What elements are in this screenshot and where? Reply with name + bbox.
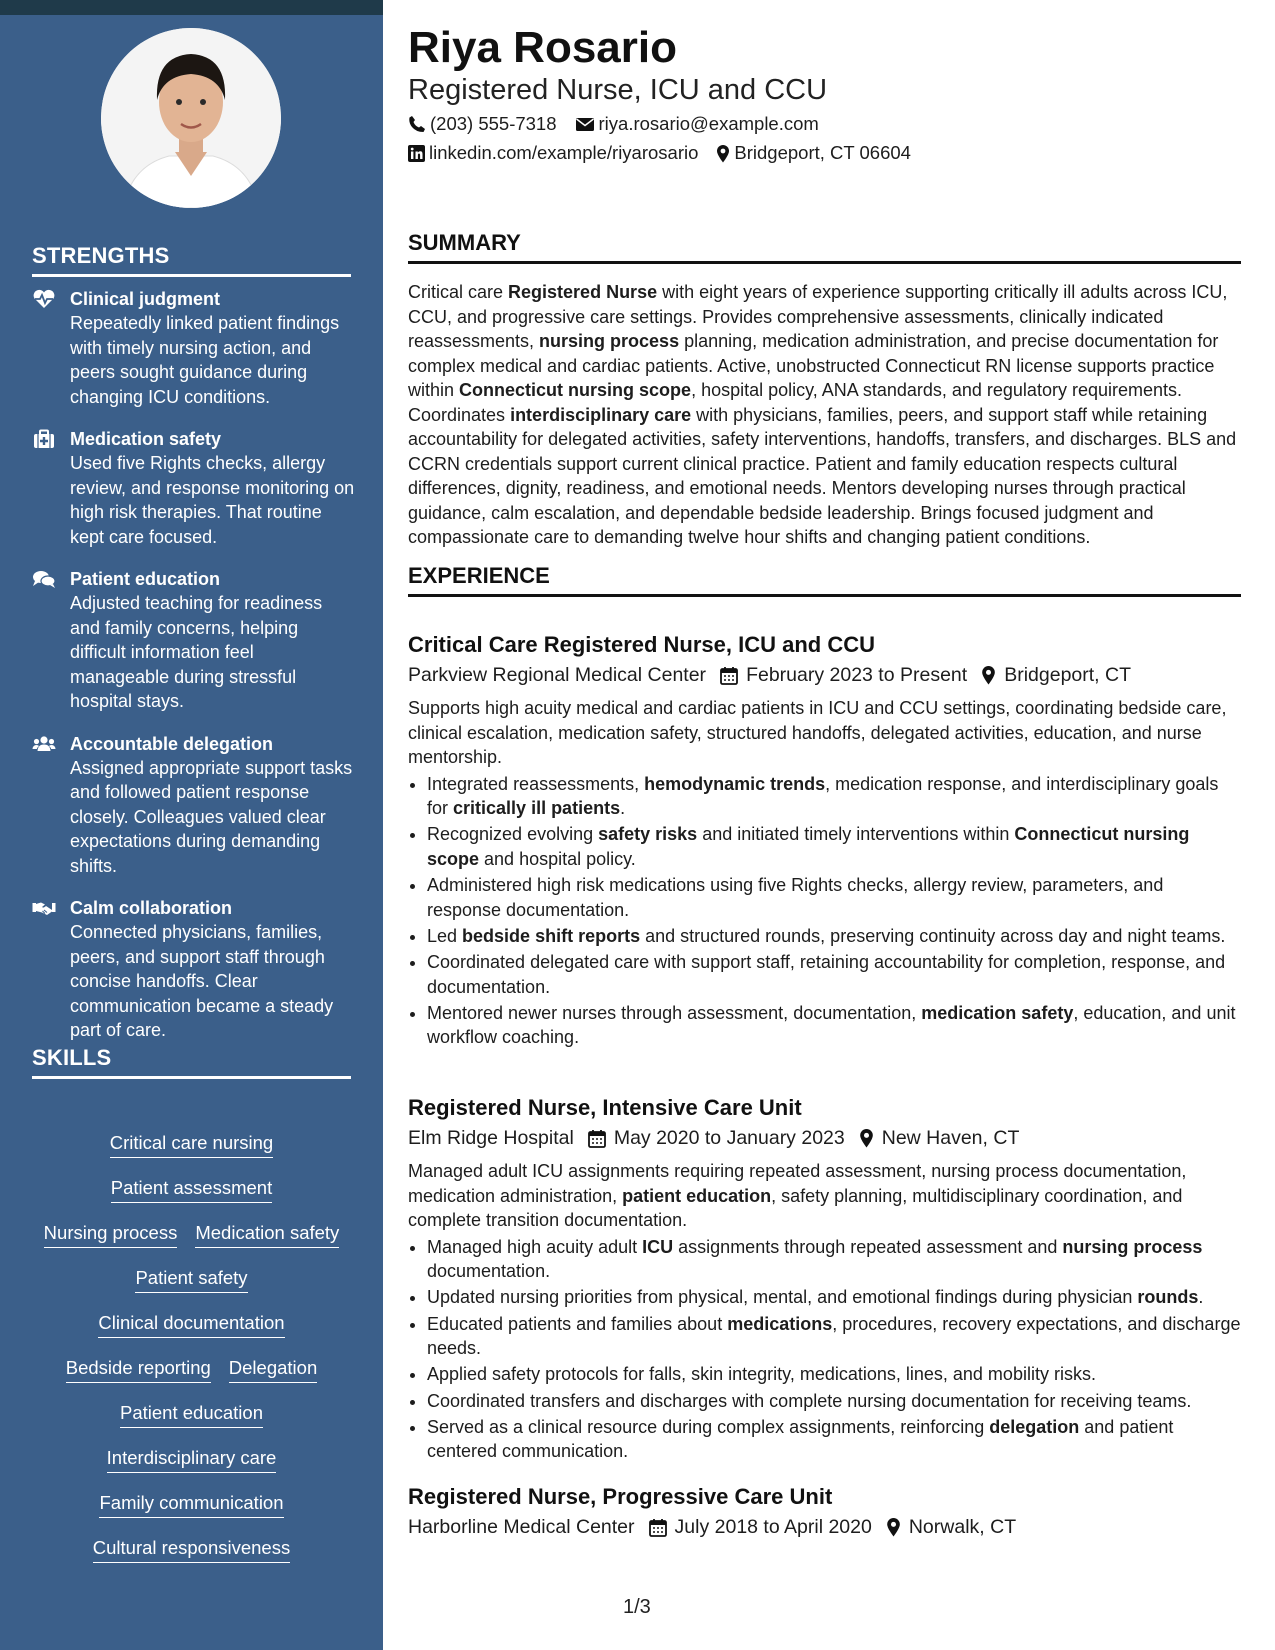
emphasis-text: medications — [727, 1313, 833, 1334]
skills-heading: SKILLS — [32, 1045, 351, 1079]
strength-desc: Used five Rights checks, allergy review, and response monitoring on high risk therapies. That routine kept care focused. — [70, 453, 355, 547]
emphasis-text: bedside shift reports — [462, 925, 641, 946]
text-segment: Applied safety protocols for falls, skin integrity, medications, lines, and mobility risks. — [427, 1364, 1096, 1385]
job-entry — [408, 630, 1241, 1052]
job-location-text: Norwalk, CT — [908, 1516, 1017, 1538]
skill-tag: Interdisciplinary care — [107, 1446, 277, 1473]
location-text: Bridgeport, CT 06604 — [734, 142, 911, 163]
text-segment: assignments through repeated assessment and — [673, 1236, 1063, 1257]
location-contact — [716, 142, 911, 164]
skill-row — [32, 1446, 351, 1491]
skill-tag: Patient education — [120, 1401, 263, 1428]
skill-tag: Medication safety — [195, 1221, 339, 1248]
heartbeat-icon — [32, 289, 56, 309]
map-pin-icon — [859, 1128, 874, 1148]
text-segment: . — [1198, 1287, 1204, 1308]
medical-kit-icon — [32, 429, 56, 449]
bullet-item — [427, 1362, 1241, 1387]
skill-tag: Cultural responsiveness — [93, 1536, 290, 1563]
bullet-item — [427, 822, 1241, 871]
strength-title: Accountable delegation — [70, 733, 274, 754]
linkedin-url[interactable]: linkedin.com/example/riyarosario — [429, 142, 699, 163]
emphasis-text: Registered Nurse — [508, 282, 658, 302]
job-bullets — [408, 772, 1241, 1050]
text-segment: Coordinated delegated care with support staff, retaining accountability for completion, response, and documentation. — [427, 952, 1226, 997]
bullet-item — [427, 1235, 1241, 1284]
emphasis-text: ICU — [642, 1236, 674, 1257]
job-title: Registered Nurse, Intensive Care Unit — [408, 1095, 802, 1120]
skill-row — [32, 1356, 351, 1401]
phone-contact — [408, 113, 557, 135]
emphasis-text: patient education — [622, 1185, 772, 1206]
job-entry — [408, 1093, 1241, 1466]
contact-row — [408, 113, 837, 135]
text-segment: Integrated reassessments, — [427, 773, 645, 794]
strength-title: Patient education — [70, 569, 221, 589]
job-location — [859, 1123, 1020, 1153]
bullet-item — [427, 772, 1241, 821]
job-description: Supports high acuity medical and cardiac patients in ICU and CCU settings, coordinating bedside care, clinical escalation, medication safety, structured handoffs, delegated activities, education, and nurse mentorship. — [408, 698, 1227, 767]
job-dates — [588, 1123, 845, 1153]
candidate-name: Riya Rosario — [408, 23, 677, 72]
strength-desc: Repeatedly linked patient findings with timely nursing action, and peers sought guidance during changing ICU conditions. — [70, 313, 340, 407]
contact-row-2 — [408, 142, 929, 164]
calendar-icon — [720, 666, 738, 685]
job-dates-text: July 2018 to April 2020 — [674, 1516, 872, 1538]
calendar-icon — [649, 1518, 667, 1537]
job-meta — [408, 1512, 1241, 1542]
emphasis-text: medication safety — [921, 1002, 1074, 1023]
strengths-list — [32, 287, 357, 1061]
text-segment: with physicians, families, peers, and support staff while retaining accountability for delegated activities, safety interventions, handoffs, transfers, and discharges. BLS and CCRN credentials support current clinical practice. Patient and family education respects cultural differences, dignity, readiness, and emotional needs. Mentors developing nurses through practical guidance, calm escalation, and dependable bedside leadership. Brings focused judgment and compassionate care to demanding twelve hour shifts and changing patient conditions. — [408, 404, 1237, 547]
text-segment: and structured rounds, preserving continuity across day and night teams. — [640, 925, 1226, 946]
emphasis-text: critically ill patients — [453, 798, 621, 818]
strength-desc: Assigned appropriate support tasks and followed patient response closely. Colleagues valued clear expectations during demanding shifts. — [70, 757, 353, 876]
bullet-item — [427, 1312, 1241, 1361]
handshake-icon — [32, 898, 56, 918]
strength-title: Calm collaboration — [70, 898, 233, 918]
employer: Parkview Regional Medical Center — [408, 664, 707, 686]
top-accent-bar — [0, 0, 383, 15]
text-segment: , education, and unit workflow coaching. — [427, 1002, 1236, 1048]
emphasis-text: hemodynamic trends — [644, 773, 826, 794]
linkedin-contact[interactable] — [408, 142, 698, 164]
map-pin-icon — [981, 665, 996, 685]
skill-row — [32, 1401, 351, 1446]
text-segment: documentation. — [427, 1261, 551, 1281]
text-segment: Mentored newer nurses through assessment, documentation, — [427, 1002, 922, 1023]
bullet-item — [427, 1415, 1241, 1464]
text-segment: , procedures, recovery expectations, and discharge needs. — [427, 1313, 1241, 1359]
strength-item — [32, 567, 357, 714]
job-location-text: Bridgeport, CT — [1004, 664, 1132, 686]
page-number: 1/3 — [623, 1596, 651, 1618]
bullet-item — [427, 1285, 1241, 1310]
skill-tag: Nursing process — [44, 1221, 178, 1248]
text-segment: Led — [427, 925, 463, 946]
text-segment: Educated patients and families about — [427, 1313, 728, 1334]
strength-item — [32, 427, 357, 549]
strengths-heading: STRENGTHS — [32, 243, 351, 277]
candidate-role: Registered Nurse, ICU and CCU — [408, 74, 828, 106]
calendar-icon — [588, 1129, 606, 1148]
profile-photo — [101, 28, 281, 208]
text-segment: , medication response, and interdisciplinary goals for — [427, 773, 1219, 818]
employer: Elm Ridge Hospital — [408, 1127, 574, 1149]
comments-icon — [32, 569, 56, 589]
strength-title: Clinical judgment — [70, 289, 221, 309]
summary-text — [408, 280, 1241, 550]
skill-row — [32, 1176, 351, 1221]
skill-tag: Bedside reporting — [66, 1356, 211, 1383]
text-segment: , hospital policy, ANA standards, and regulatory requirements. Coordinates — [408, 380, 1182, 425]
text-segment: planning, medication administration, and precise documentation for complex medical and cardiac patients. Active, unobstructed Connecticut RN license supports practice within — [408, 331, 1219, 400]
skill-row — [32, 1311, 351, 1356]
skill-tag: Family communication — [99, 1491, 283, 1518]
job-location-text: New Haven, CT — [881, 1127, 1020, 1149]
emphasis-text: safety risks — [598, 824, 698, 845]
text-segment: and patient centered communication. — [427, 1416, 1174, 1462]
job-entry — [408, 1482, 1241, 1548]
job-title: Registered Nurse, Progressive Care Unit — [408, 1484, 833, 1509]
strength-desc: Adjusted teaching for readiness and family concerns, helping difficult information feel manageable during stressful hospital stays. — [70, 593, 323, 711]
job-dates — [720, 660, 967, 690]
emphasis-text: Connecticut nursing scope — [459, 380, 692, 400]
job-location — [886, 1512, 1016, 1542]
map-pin-icon — [716, 144, 730, 163]
text-segment: Recognized evolving — [427, 824, 599, 845]
job-meta — [408, 660, 1241, 690]
job-description — [408, 1159, 1241, 1233]
text-segment: Served as a clinical resource during complex assignments, reinforcing — [427, 1416, 990, 1437]
strength-item — [32, 896, 357, 1043]
emphasis-text: interdisciplinary care — [510, 404, 692, 425]
job-dates — [649, 1512, 872, 1542]
emphasis-text: nursing process — [539, 331, 680, 351]
text-segment: Coordinated transfers and discharges with complete nursing documentation for receiving teams. — [427, 1390, 1192, 1411]
text-segment: Critical care — [408, 282, 509, 302]
strength-title: Medication safety — [70, 429, 222, 449]
email-address[interactable]: riya.rosario@example.com — [598, 113, 819, 134]
strength-item — [32, 732, 357, 879]
skill-row — [32, 1536, 351, 1581]
job-meta — [408, 1123, 1241, 1153]
job-title: Critical Care Registered Nurse, ICU and CCU — [408, 632, 876, 657]
text-segment: with eight years of experience supporting critically ill adults across ICU, CCU, and progressive care settings. Provides comprehensive assessments, clinically indicated reassessments, — [408, 282, 1228, 351]
experience-heading: EXPERIENCE — [408, 563, 1241, 597]
sidebar — [0, 15, 383, 1650]
text-segment: Managed adult ICU assignments requiring repeated assessment, nursing process documentation, medication administration, — [408, 1161, 1187, 1206]
phone-number: (203) 555-7318 — [430, 113, 557, 134]
skills-list — [32, 1131, 351, 1581]
skill-tag: Delegation — [229, 1356, 317, 1383]
phone-icon — [408, 115, 426, 133]
text-segment: . — [620, 798, 626, 818]
emphasis-text: rounds — [1137, 1287, 1199, 1308]
skill-tag: Clinical documentation — [98, 1311, 284, 1338]
linkedin-icon — [408, 145, 425, 162]
job-dates-text: May 2020 to January 2023 — [613, 1127, 845, 1149]
skill-tag: Critical care nursing — [110, 1131, 273, 1158]
text-segment: Administered high risk medications using five Rights checks, allergy review, parameters, and response documentation. — [427, 875, 1164, 920]
text-segment: and initiated timely interventions within — [697, 824, 1015, 845]
emphasis-text: delegation — [989, 1416, 1080, 1437]
bullet-item — [427, 950, 1241, 999]
text-segment: and hospital policy. — [479, 848, 636, 869]
users-icon — [32, 734, 56, 754]
envelope-icon — [575, 116, 595, 132]
text-segment: , safety planning, multidisciplinary coordination, and complete transition documentation. — [408, 1185, 1183, 1230]
text-segment: Managed high acuity adult — [427, 1236, 643, 1257]
skill-tag: Patient assessment — [111, 1176, 272, 1203]
bullet-item — [427, 1389, 1241, 1414]
bullet-item — [427, 1001, 1241, 1050]
skill-row — [32, 1221, 351, 1266]
job-dates-text: February 2023 to Present — [746, 664, 968, 686]
bullet-item — [427, 873, 1241, 922]
map-pin-icon — [886, 1517, 901, 1537]
job-location — [981, 660, 1131, 690]
job-bullets — [408, 1235, 1241, 1464]
strength-desc: Connected physicians, families, peers, and support staff through concise handoffs. Clear communication became a steady part of care. — [70, 922, 334, 1040]
employer: Harborline Medical Center — [408, 1516, 635, 1538]
skill-row — [32, 1491, 351, 1536]
skill-row — [32, 1131, 351, 1176]
text-segment: Updated nursing priorities from physical, mental, and emotional findings during physician — [427, 1287, 1138, 1308]
skill-tag: Patient safety — [135, 1266, 247, 1293]
emphasis-text: Connecticut nursing scope — [427, 824, 1190, 869]
emphasis-text: nursing process — [1062, 1236, 1203, 1257]
strength-item — [32, 287, 357, 409]
summary-heading: SUMMARY — [408, 230, 1241, 264]
bullet-item — [427, 924, 1241, 949]
email-contact[interactable] — [575, 113, 819, 135]
skill-row — [32, 1266, 351, 1311]
